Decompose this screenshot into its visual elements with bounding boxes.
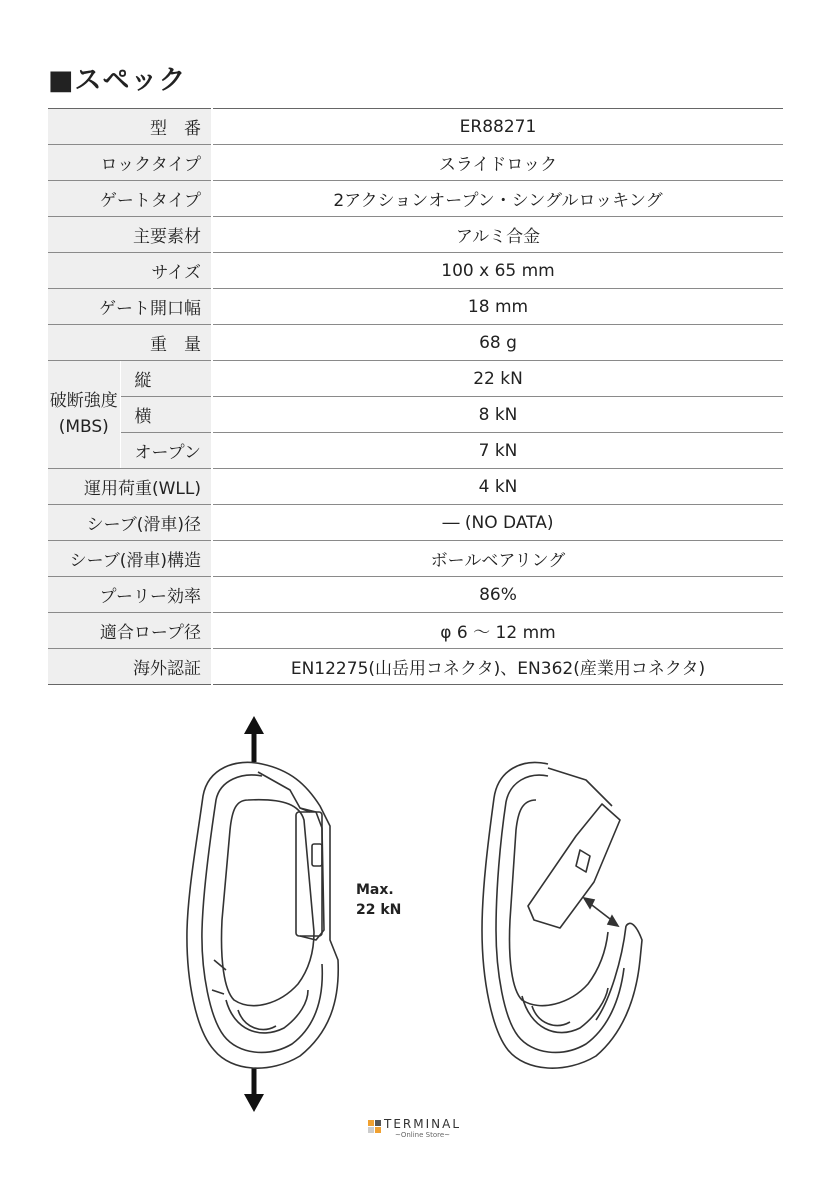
mbs-group-label bbox=[48, 361, 120, 469]
table-row bbox=[48, 397, 783, 433]
row-label: ロックタイプ bbox=[48, 145, 212, 181]
row-label: ゲートタイプ bbox=[48, 181, 212, 217]
row-label: 横 bbox=[120, 397, 212, 433]
row-label: 型 番 bbox=[48, 109, 212, 145]
table-row bbox=[48, 577, 783, 613]
row-value: ボールベアリング bbox=[212, 541, 783, 577]
table-row bbox=[48, 469, 783, 505]
spec-table bbox=[48, 108, 783, 685]
max-load-label bbox=[356, 880, 401, 920]
table-row bbox=[48, 361, 783, 397]
carabiner-closed-icon bbox=[187, 762, 338, 1068]
table-row bbox=[48, 181, 783, 217]
carabiner-illustration bbox=[170, 710, 670, 1130]
row-value: 2アクションオープン・シングルロッキング bbox=[212, 181, 783, 217]
row-label: ゲート開口幅 bbox=[48, 289, 212, 325]
row-value: スライドロック bbox=[212, 145, 783, 181]
row-label: 海外認証 bbox=[48, 649, 212, 685]
gate-opening-arrow-icon bbox=[584, 898, 618, 926]
load-arrow-down-icon bbox=[244, 1068, 264, 1112]
store-logo bbox=[368, 1118, 461, 1139]
row-value: アルミ合金 bbox=[212, 217, 783, 253]
load-arrow-up-icon bbox=[244, 716, 264, 762]
table-row bbox=[48, 145, 783, 181]
row-value: 7 kN bbox=[212, 433, 783, 469]
row-value: 4 kN bbox=[212, 469, 783, 505]
logo-subtitle: ~Online Store~ bbox=[394, 1131, 451, 1139]
table-row bbox=[48, 109, 783, 145]
table-row bbox=[48, 613, 783, 649]
carabiner-open-icon bbox=[482, 762, 642, 1068]
table-row bbox=[48, 253, 783, 289]
row-label: 縦 bbox=[120, 361, 212, 397]
table-row bbox=[48, 217, 783, 253]
table-row bbox=[48, 541, 783, 577]
row-label: シーブ(滑車)構造 bbox=[48, 541, 212, 577]
max-load-line2: 22 kN bbox=[356, 902, 402, 918]
row-label: プーリー効率 bbox=[48, 577, 212, 613]
page-title-text: ■スペック bbox=[48, 65, 187, 96]
row-value: EN12275(山岳用コネクタ)、EN362(産業用コネクタ) bbox=[212, 649, 783, 685]
row-label: シーブ(滑車)径 bbox=[48, 505, 212, 541]
mbs-label-line2: (MBS) bbox=[58, 416, 109, 437]
row-value: 86% bbox=[212, 577, 783, 613]
row-value: 22 kN bbox=[212, 361, 783, 397]
table-row bbox=[48, 505, 783, 541]
row-label: 重 量 bbox=[48, 325, 212, 361]
table-row bbox=[48, 433, 783, 469]
row-label: 適合ロープ径 bbox=[48, 613, 212, 649]
row-value: ER88271 bbox=[212, 109, 783, 145]
row-value: 18 mm bbox=[212, 289, 783, 325]
table-row bbox=[48, 289, 783, 325]
row-label: 主要素材 bbox=[48, 217, 212, 253]
mbs-label-line1: 破断強度 bbox=[49, 391, 118, 411]
row-value: 8 kN bbox=[212, 397, 783, 433]
table-row bbox=[48, 325, 783, 361]
table-row bbox=[48, 649, 783, 685]
row-value: φ 6 ～ 12 mm bbox=[212, 613, 783, 649]
logo-mark-icon bbox=[368, 1120, 381, 1133]
logo-name: TERMINAL bbox=[384, 1117, 462, 1131]
row-value: ― (NO DATA) bbox=[212, 505, 783, 541]
row-label: 運用荷重(WLL) bbox=[48, 469, 212, 505]
max-load-line1: Max. bbox=[356, 882, 394, 898]
page-title bbox=[48, 58, 187, 97]
row-label: オープン bbox=[120, 433, 212, 469]
row-value: 100 x 65 mm bbox=[212, 253, 783, 289]
row-label: サイズ bbox=[48, 253, 212, 289]
row-value: 68 g bbox=[212, 325, 783, 361]
